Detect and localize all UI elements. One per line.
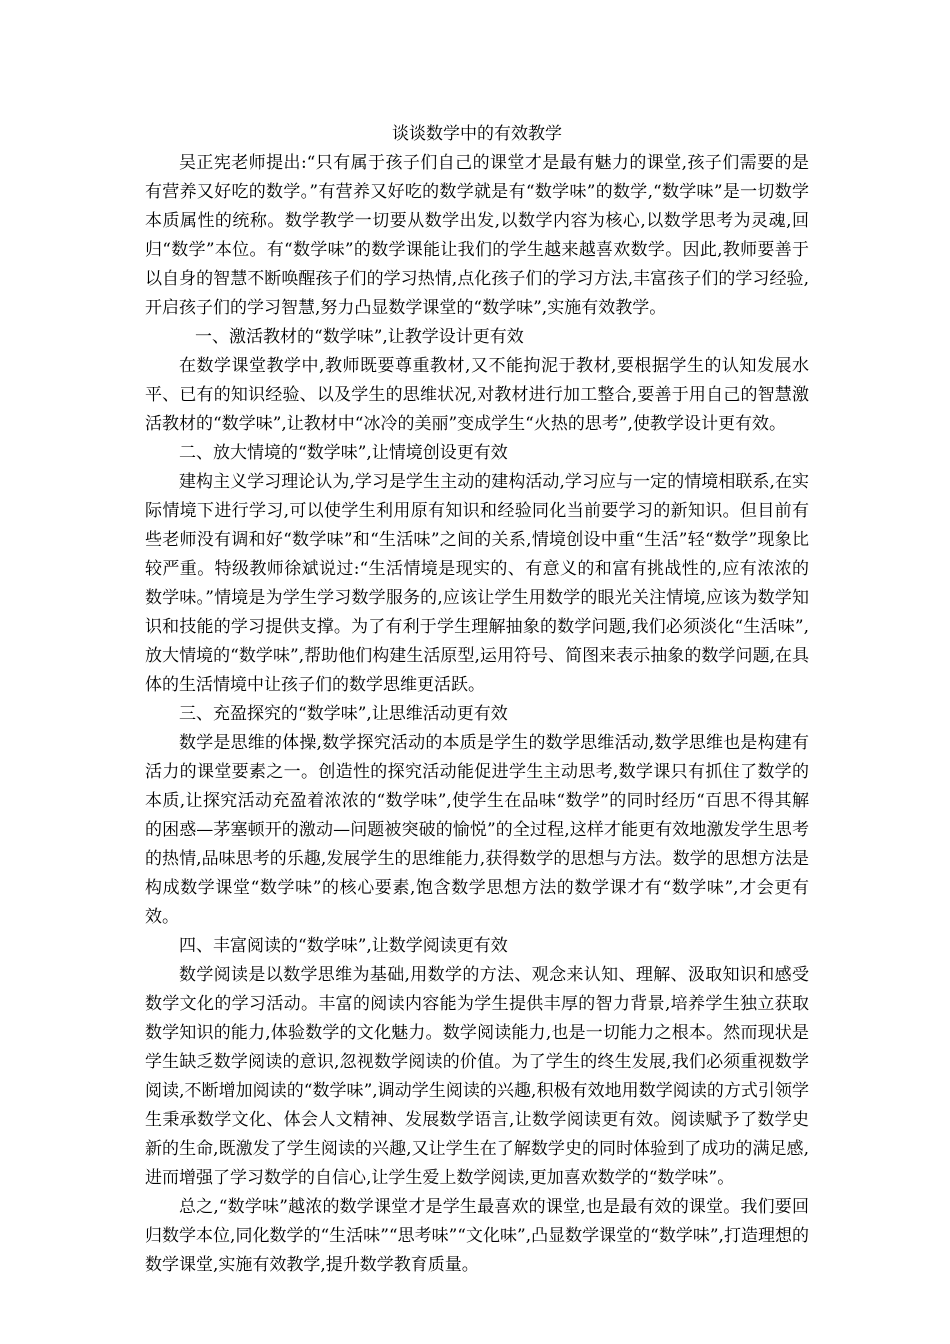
section-heading-3: 三、充盈探究的“数学味”,让思维活动更有效 [179,704,508,724]
document-page [145,120,809,1280]
section-heading-2: 二、放大情境的“数学味”,让情境创设更有效 [179,443,508,463]
section-body-3: 数学是思维的体操,数学探究活动的本质是学生的数学思维活动,数学思维也是构建有活力的课堂要素之一。创造性的探究活动能促进学生主动思考,数学课只有抓住了数学的本质,让探究活动充盈着浓浓的“数学味”,使学生在品味“数学”的同时经历“百思不得其解的困惑—茅塞顿开的激动—问题被突破的愉悦”的全过程,这样才能更有效地激发学生思考的热情,品味思考的乐趣,发展学生的思维能力,获得数学的思想与方法。数学的思想方法是构成数学课堂“数学味”的核心要素,饱含数学思想方法的数学课才有“数学味”,才会更有效。 [145,733,809,927]
section-body-1: 在数学课堂教学中,教师既要尊重教材,又不能拘泥于教材,要根据学生的认知发展水平、已有的知识经验、以及学生的思维状况,对教材进行加工整合,要善于用自己的智慧激活教材的“数学味”,让教材中“冰冷的美丽”变成学生“火热的思考”,使教学设计更有效。 [145,356,809,434]
section-heading-4: 四、丰富阅读的“数学味”,让数学阅读更有效 [179,936,508,956]
section-body-4: 数学阅读是以数学思维为基础,用数学的方法、观念来认知、理解、汲取知识和感受数学文化的学习活动。丰富的阅读内容能为学生提供丰厚的智力背景,培养学生独立获取数学知识的能力,体验数学的文化魅力。数学阅读能力,也是一切能力之根本。然而现状是学生缺乏数学阅读的意识,忽视数学阅读的价值。为了学生的终生发展,我们必须重视数学阅读,不断增加阅读的“数学味”,调动学生阅读的兴趣,积极有效地用数学阅读的方式引领学生秉承数学文化、体会人文精神、发展数学语言,让数学阅读更有效。阅读赋予了数学史新的生命,既激发了学生阅读的兴趣,又让学生在了解数学史的同时体验到了成功的满足感,进而增强了学习数学的自信心,让学生爱上数学阅读,更加喜欢数学的“数学味”。 [145,965,809,1188]
section-body-2: 建构主义学习理论认为,学习是学生主动的建构活动,学习应与一定的情境相联系,在实际情境下进行学习,可以使学生利用原有知识和经验同化当前要学习的新知识。但目前有些老师没有调和好“数学味”和“生活味”之间的关系,情境创设中重“生活”轻“数学”现象比较严重。特级教师徐斌说过:“生活情境是现实的、有意义的和富有挑战性的,应有浓浓的数学味。”情境是为学生学习数学服务的,应该让学生用数学的眼光关注情境,应该为数学知识和技能的学习提供支撑。为了有利于学生理解抽象的数学问题,我们必须淡化“生活味”,放大情境的“数学味”,帮助他们构建生活原型,运用符号、简图来表示抽象的数学问题,在具体的生活情境中让孩子们的数学思维更活跃。 [145,472,809,695]
section-heading-1: 一、激活教材的“数学味”,让教学设计更有效 [195,327,524,347]
document-title: 谈谈数学中的有效教学 [392,124,562,144]
conclusion-paragraph: 总之,“数学味”越浓的数学课堂才是学生最喜欢的课堂,也是最有效的课堂。我们要回归数学本位,同化数学的“生活味”“思考味”“文化味”,凸显数学课堂的“数学味”,打造理想的数学课堂,实施有效教学,提升数学教育质量。 [145,1197,809,1275]
intro-paragraph: 吴正宪老师提出:“只有属于孩子们自己的课堂才是最有魅力的课堂,孩子们需要的是有营养又好吃的数学。”有营养又好吃的数学就是有“数学味”的数学,“数学味”是一切数学本质属性的统称。数学教学一切要从数学出发,以数学内容为核心,以数学思考为灵魂,回归“数学”本位。有“数学味”的数学课能让我们的学生越来越喜欢数学。因此,教师要善于以自身的智慧不断唤醒孩子们的学习热情,点化孩子们的学习方法,丰富孩子们的学习经验,开启孩子们的学习智慧,努力凸显数学课堂的“数学味”,实施有效教学。 [145,153,809,318]
